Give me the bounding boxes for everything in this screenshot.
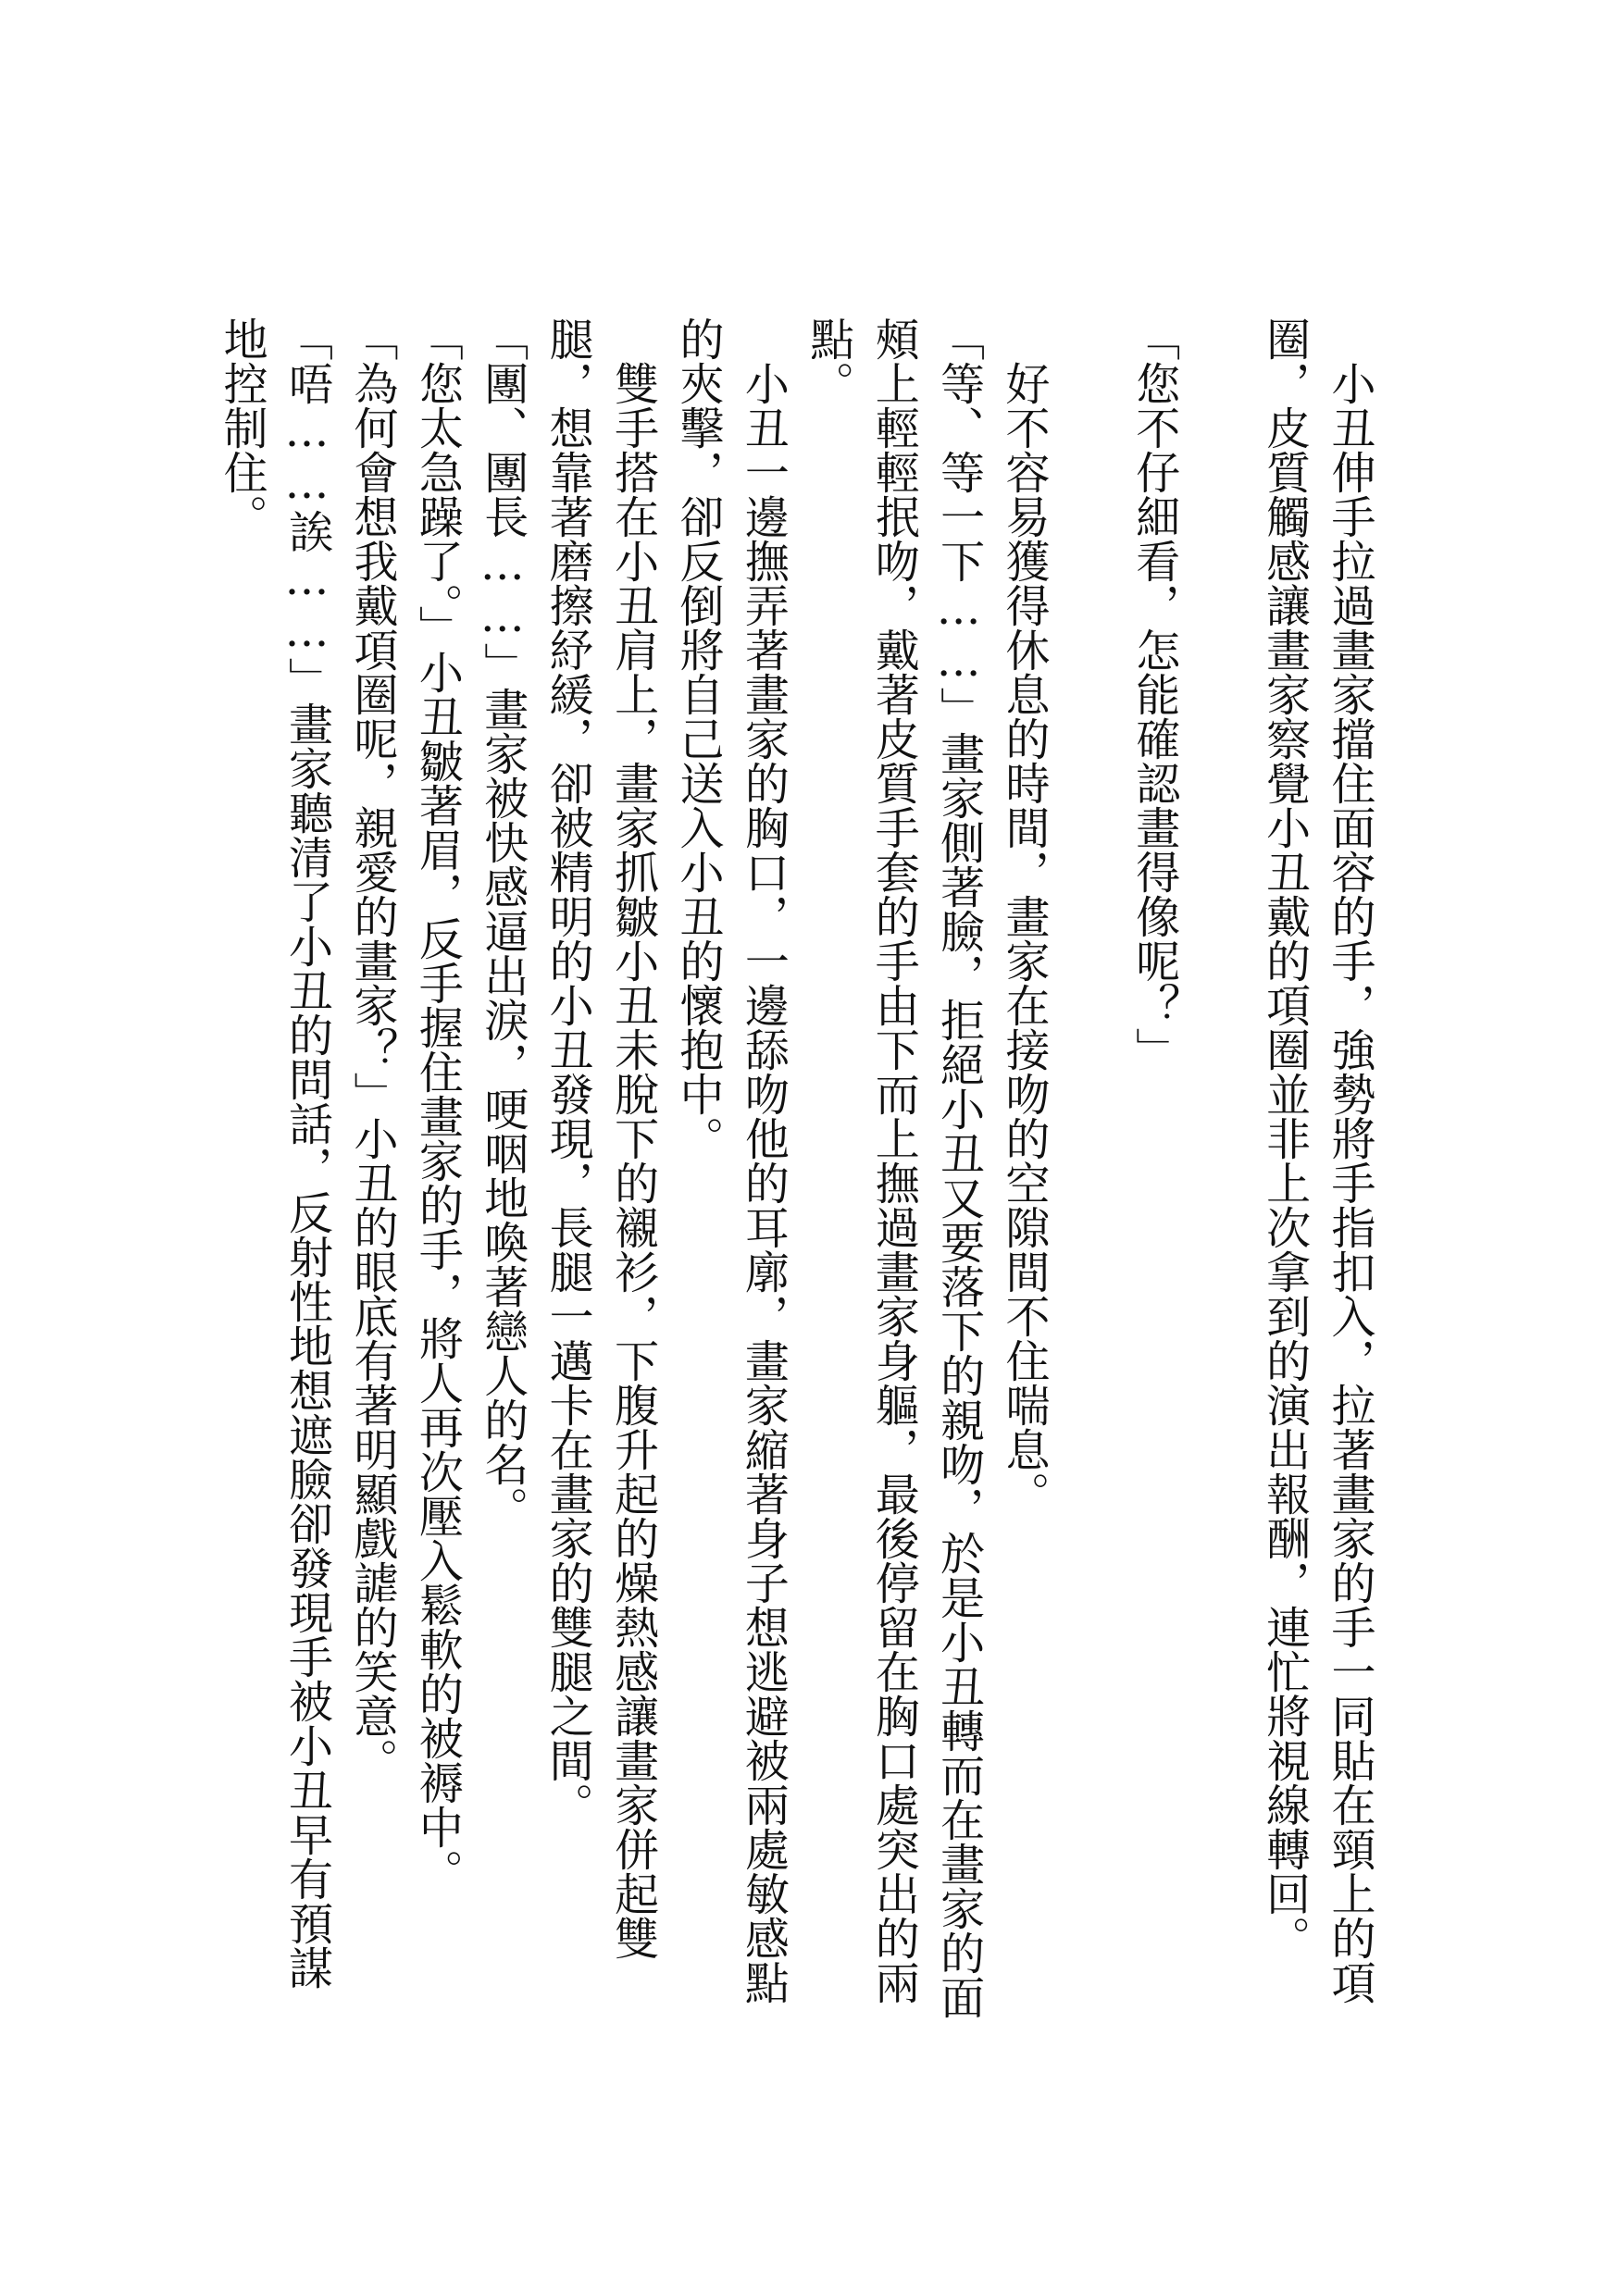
paragraph-6: 雙手搭在小丑肩上，畫家抓皺小丑未脫下的襯衫，下腹升起的燥熱感讓畫家併起雙腿，想靠著磨擦紓緩，卻被精明的小丑發現，長腿一邁卡在畫家的雙腿之間。 [541,316,659,1960]
paragraph-4: 「等、等一下……」畫家側著臉，拒絕小丑又要落下的親吻，於是小丑轉而在畫家的面頰上輕輕抿吻，戴著皮質手套的手由下而上撫過畫家身軀，最後停留在胸口處突出的兩點。 [802,316,985,2019]
paragraph-3: 好不容易獲得休息的時間，畫家在接吻的空隙間不住喘息。 [998,361,1050,1516]
paragraph-8: 「您太急躁了。」小丑皺著眉，反手握住畫家的手，將人再次壓入鬆軟的被褥中。 [411,316,464,1893]
paragraph-2: 「您不仔細看，怎能確認畫得像呢？」 [1127,316,1180,1072]
blank-line [1056,316,1121,2029]
paragraph-5: 小丑一邊撫弄著畫家的胸口，一邊舔吻他的耳廓，畫家縮著身子想逃避被兩處敏感點的夾擊，卻反倒將自己送入小丑的懷抱中。 [671,316,790,2004]
paragraph-7: 「團、團長……」畫家被快感逼出淚，哽咽地喚著戀人的名。 [476,316,529,1531]
paragraph-1: 小丑伸手拉過畫家擋住面容的手，強勢將手指扣入，拉著畫家的手一同貼在頸上的項圈，皮質觸感讓畫家察覺小丑戴的項圈並非上次拿到的演出報酬，連忙將視線轉回。 [1258,316,1375,2004]
paragraph-10: 「唔……誒……」畫家聽清了小丑的問話，反射性地想遮臉卻發現手被小丑早有預謀地控制住。 [216,316,333,1990]
paragraph-9: 「為何會想我戴項圈呢，親愛的畫家？」小丑的眼底有著明顯戲謔的笑意。 [345,316,398,1782]
vertical-text-body [209,316,1382,2029]
blank-line [1187,316,1251,2029]
